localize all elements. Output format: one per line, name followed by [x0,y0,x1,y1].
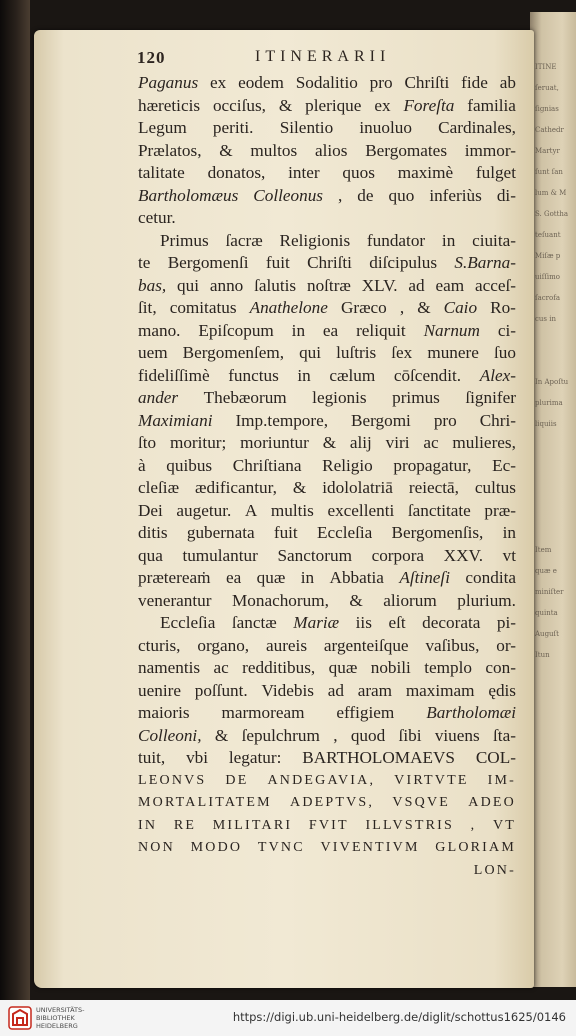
word: & [322,433,337,452]
word: poſſunt. [194,680,248,700]
word: pro [433,410,457,430]
word: Legum [138,118,187,137]
page-header [105,48,525,68]
word: Chriſtiana [232,455,302,475]
word: Bergomates [365,140,448,160]
word: familia [467,95,516,115]
word: ditis [138,523,168,542]
adjacent-page-line: ſunt ſan [535,168,563,176]
text-line [138,117,516,140]
word: MILITARI [212,817,293,833]
word: A [244,500,258,520]
word: , [338,185,343,205]
word: Videbis [261,680,314,700]
word: legionis [312,388,367,407]
word: ad [327,680,344,700]
text-line [138,522,516,545]
word: donatos, [207,163,266,182]
word: LON- [473,862,516,878]
word: præ- [484,500,516,520]
word: eſt [388,613,406,632]
word: prætereaṁ [138,568,211,587]
word: fideliſſimè [138,365,210,385]
adjacent-page-line: Miſæ p [535,252,561,260]
word: Narnum [423,320,480,340]
word: corpora [371,545,425,565]
word: hæreticis [138,95,201,115]
page-body-text [138,72,516,882]
word: comitatus [169,298,237,317]
word: condita [465,568,516,587]
text-line [138,252,516,275]
word: DE [225,772,249,788]
word: decorata [422,613,481,632]
adjacent-page-line [535,330,575,351]
adjacent-page-line: Martyr [535,147,560,155]
word: quos [342,163,375,182]
word: organo, [197,635,250,655]
word: ſit, [138,298,157,317]
word: ſibi [398,725,422,745]
word: Foreſta [403,95,455,115]
adjacent-page-line: ſignias [535,105,559,113]
word: multis [270,500,314,520]
word: S.Barna- [454,253,516,272]
library-logo-icon [8,1006,32,1030]
word: ADEPTVS, [290,795,375,810]
word: de [357,185,374,205]
word: ſacræ [225,230,263,250]
word: iis [355,613,372,632]
word: munere [427,343,479,362]
word: Monachorum, [231,590,329,610]
word: propagatur, [393,455,472,475]
page-number: 120 [137,48,166,67]
word: ſanctæ [231,613,277,632]
word: fundator [366,230,426,250]
word: Sanctorum [277,545,352,565]
word: IN [138,817,158,833]
text-line [138,815,516,838]
word: ſta- [493,725,516,745]
word: VSQVE [392,795,451,810]
word: excellenti [327,500,395,520]
word: primus [392,388,440,407]
word: Anathelone [249,298,328,317]
word: ædificantur, [195,478,277,497]
word: XLV. [361,275,398,295]
word: vaſibus, [425,635,480,655]
word: qui [299,343,322,362]
word: Eccleſia [316,523,373,542]
word: VT [492,817,516,833]
word: ſanctitate [407,500,471,520]
word: maximè [397,163,454,182]
text-line [138,95,516,118]
word: templo [424,658,472,677]
text-line [138,387,516,410]
word: gubernata [186,523,255,542]
word: con- [485,658,516,677]
word: Aſtineſi [399,568,450,587]
word: or- [496,635,516,655]
adjacent-page-line: miniſter [535,588,564,596]
word: di- [496,185,516,205]
text-line [138,612,516,635]
word: VIVENTIVM [320,840,420,855]
word: effigiem [336,703,395,722]
word: NON [138,840,175,855]
word: noſtræ [306,275,351,295]
word: ſalutis [254,275,297,295]
text-line [138,365,516,388]
text-line [138,275,516,298]
running-title: ITINERARII [255,48,391,65]
word: mulieres, [452,433,516,452]
word: fulget [475,163,516,182]
word: ſepulchrum [241,725,320,745]
word: à [138,455,146,475]
text-line [138,837,516,860]
text-line [138,207,516,230]
adjacent-page-line: S. Gottha [535,210,569,218]
text-line [138,747,516,770]
text-line [138,635,516,658]
word: Religionis [279,230,351,250]
text-line [138,162,516,185]
word: quibus [166,455,213,475]
text-line [138,545,516,568]
word: nobili [370,658,411,677]
word: immor- [464,140,516,160]
word: tumulantur [182,545,258,565]
word: reiectā, [408,478,459,497]
word: ea [322,320,339,340]
adjacent-page-line: ITINE [535,63,557,71]
word: & [349,590,363,610]
word: fuit [273,523,298,542]
word: ſuo [493,343,516,362]
word: ac [213,658,229,677]
word: aliorum [383,590,437,610]
word: quæ [328,658,358,677]
word: anno [209,275,244,295]
word: MORTALITATEM [138,795,272,810]
word: Mariæ [293,613,340,632]
word: & [278,95,293,115]
word: ſto [138,433,157,452]
adjacent-page-line: Auguſt [535,630,559,638]
word: Ro- [490,298,516,317]
library-name-line: HEIDELBERG [36,1022,78,1030]
adjacent-page-line: uiſſimo [535,273,561,281]
word: maioris [138,703,190,722]
word: legatur: [228,748,282,767]
word: uenire [138,680,181,700]
adjacent-page-line [535,519,575,540]
text-line [138,770,516,793]
word: maximam [405,680,475,700]
word: Primus [160,230,209,250]
word: in [502,523,516,542]
adjacent-page [530,12,576,987]
word: IM- [487,772,516,788]
word: Prælatos, [138,140,202,160]
word: Bergomenſis, [391,523,484,542]
adjacent-page-line: ſeruat, [535,84,559,92]
word: Thebæorum [203,388,287,407]
word: ex [374,95,391,115]
word: FVIT [308,817,349,833]
word: RE [173,817,197,833]
word: viuens [434,725,480,745]
word: ad [408,275,425,295]
word: COL- [475,748,516,767]
library-name-line: BIBLIOTHEK [36,1014,75,1022]
word: in [441,230,456,250]
word: alij [349,433,372,452]
word: Chriſti [404,73,450,92]
adjacent-page-line: Itun [535,651,550,659]
word: BARTHOLOMAEVS [302,748,455,767]
adjacent-page-line: quæ e [535,567,557,575]
word: te [138,253,151,272]
word: fuit [265,253,290,272]
word: ſex [391,343,413,362]
word: ADEO [468,795,516,810]
adjacent-page-line [535,498,575,519]
word: Alex- [479,365,516,385]
word: multos [250,140,298,160]
word: ac [423,433,439,452]
word: luſtris [336,343,377,362]
word: bas, [138,275,167,295]
word: ex [210,73,227,92]
word: mano. [138,320,181,340]
word: pi- [496,613,516,632]
text-line [138,567,516,590]
word: plurium. [457,590,516,610]
word: diſcipulus [369,253,438,272]
word: Cardinales, [438,118,516,137]
word: moriuntur [240,433,309,452]
word: & [214,725,229,745]
word: Caio [443,298,478,317]
adjacent-page-line: Cathedr [535,126,564,134]
book-binding [0,0,30,1000]
word: periti. [212,118,254,137]
word: GLORIAM [435,840,516,855]
word: redditibus, [242,658,316,677]
source-url-link[interactable]: https://digi.ub.uni-heidelberg.de/diglit/schottus1625/0146 [232,1010,566,1024]
adjacent-page-line [535,477,575,498]
word: tuit, [138,748,166,767]
word: qua [138,545,163,565]
word: cultus [474,478,516,497]
word: quod [350,725,386,745]
word: functus [228,365,279,385]
word: eam [435,275,465,295]
word: Colleonus [253,185,323,205]
text-line [138,140,516,163]
word: in [291,320,306,340]
text-line [138,320,516,343]
word: ędis [488,680,516,700]
text-line [138,792,516,815]
text-line [138,342,516,365]
word: cturis, [138,635,181,655]
word: in [300,568,315,587]
word: moritur; [169,433,227,452]
word: Bartholomæus [138,185,239,205]
word: argenteiſque [323,635,409,655]
library-name-line: UNIVERSITÄTS- [36,1006,85,1014]
adjacent-page-line: teſuant [535,231,561,239]
text-line [138,230,516,253]
word: Abbatia [329,568,384,587]
word: reliquit [356,320,406,340]
word: quo [388,185,415,205]
text-line [138,432,516,455]
word: Eccleſia [160,613,216,632]
word: inuoluo [359,118,412,137]
word: ci- [497,320,516,340]
word: alios [314,140,348,160]
word: aureis [265,635,308,655]
word: & [219,140,233,160]
word: ANDEGAVIA, [267,772,376,788]
word: Bartholomæi [426,703,516,722]
word: inferiùs [429,185,482,205]
word: Paganus [138,73,199,92]
word: & [292,478,307,497]
word: Sodalitio [295,73,358,92]
text-line [138,680,516,703]
word: MODO [190,840,243,855]
word: Epiſcopum [198,320,274,340]
word: vt [502,545,516,565]
text-line [138,455,516,478]
word: plerique [305,95,362,115]
word: uem [138,343,168,362]
adjacent-page-line: quinta [535,609,558,617]
word: Maximiani [138,410,213,430]
adjacent-page-line: lum & M [535,189,567,197]
word: LEONVS [138,772,207,788]
adjacent-page-line: plurima [535,399,563,407]
word: ILLVSTRIS [365,817,454,833]
word: qui [177,275,199,295]
word: Chri- [479,410,516,430]
word: Religio [322,455,373,475]
word: , [333,725,338,745]
text-line [138,657,516,680]
text-line [138,860,516,883]
word: , [399,298,405,317]
adjacent-page-line: cus in [535,315,556,323]
library-name [36,1006,136,1030]
word: , [470,817,477,833]
text-line [138,185,516,208]
adjacent-page-text [535,57,575,666]
word: in [297,365,311,385]
word: Græco [340,298,387,317]
word: quæ [256,568,286,587]
word: ab [499,73,516,92]
text-line [138,477,516,500]
word: namentis [138,658,201,677]
word: VIRTVTE [394,772,469,788]
text-line [138,500,516,523]
text-line [138,725,516,748]
word: ſignifer [465,388,516,407]
word: Imp.tempore, [235,410,329,430]
word: cetur. [138,208,176,227]
adjacent-page-line [535,435,575,456]
word: acceſ- [474,275,516,295]
adjacent-page-line: ſacrofa [535,294,561,302]
word: vbi [186,748,209,767]
word: Silentio [279,118,334,137]
text-line [138,590,516,613]
word: talitate [138,163,185,182]
word: eodem [238,73,284,92]
word: viri [385,433,410,452]
text-line [138,72,516,95]
text-line [138,702,516,725]
word: ea [225,568,242,587]
word: Bergomenſi [167,253,249,272]
word: venerantur [138,590,212,610]
text-line [138,410,516,433]
word: fide [461,73,488,92]
word: Bergomi [351,410,411,430]
word: Bergomenſem, [182,343,285,362]
word: Ec- [492,455,516,475]
word: TVNC [257,840,305,855]
adjacent-page-line: Item [535,546,552,554]
word: XXV. [443,545,483,565]
text-line [138,297,516,320]
viewer-footer [0,1000,576,1036]
word: occiſus, [212,95,266,115]
word: Chriſti [307,253,352,272]
word: idololatriā [322,478,393,497]
word: pro [369,73,393,92]
word: ciuita- [472,230,516,250]
word: augetur. [176,500,232,520]
adjacent-page-line [535,456,575,477]
word: inter [288,163,320,182]
word: Colleoni, [138,725,202,745]
word: cleſiæ [138,478,180,497]
word: marmoream [221,703,305,722]
adjacent-page-line: In Apoſtu [535,378,569,386]
word: cōſcendit. [393,365,462,385]
word: cælum [329,365,376,385]
adjacent-page-line: liquiis [535,420,557,428]
word: Dei [138,500,163,520]
word: ander [138,388,179,407]
adjacent-page-line [535,351,575,372]
word: aram [357,680,393,700]
word: & [417,298,431,317]
